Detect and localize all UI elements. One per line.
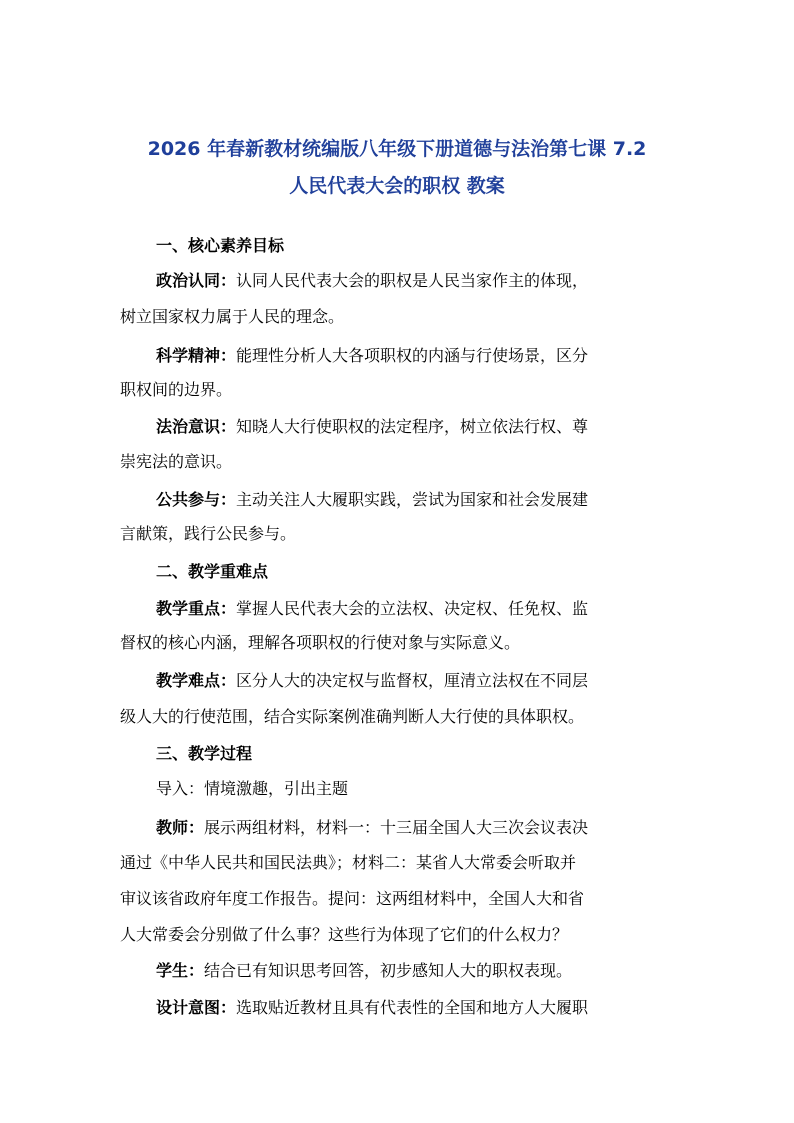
paragraph-teaching-difficulty — [156, 670, 588, 692]
section-heading-process: 三、教学过程 — [156, 744, 253, 763]
paragraph-political-identity — [156, 270, 588, 292]
paragraph-label: 教学重点： — [156, 599, 237, 618]
paragraph-label: 政治认同： — [156, 271, 237, 290]
paragraph-continuation: 人大常委会分别做了什么事？这些行为体现了它们的什么权力？ — [120, 925, 569, 944]
paragraph-label: 公共参与： — [156, 490, 237, 509]
paragraph-text: 区分人大的决定权与监督权，厘清立法权在不同层 — [236, 671, 589, 690]
paragraph-public-participation — [156, 489, 588, 511]
paragraph-text: 知晓人大行使职权的法定程序，树立依法行权、尊 — [236, 417, 589, 436]
paragraph-introduction: 导入：情境激趣，引出主题 — [156, 779, 349, 798]
paragraph-teacher — [156, 817, 588, 839]
paragraph-continuation: 级人大的行使范围，结合实际案例准确判断人大行使的具体职权。 — [120, 707, 585, 726]
paragraph-continuation: 审议该省政府年度工作报告。提问：这两组材料中，全国人大和省 — [120, 889, 585, 908]
section-heading-key-points: 二、教学重难点 — [156, 562, 269, 581]
paragraph-text: 认同人民代表大会的职权是人民当家作主的体现， — [236, 271, 589, 290]
paragraph-label: 学生： — [156, 961, 205, 980]
paragraph-continuation: 崇宪法的意识。 — [120, 452, 233, 471]
paragraph-continuation: 职权间的边界。 — [120, 380, 233, 399]
paragraph-text: 主动关注人大履职实践，尝试为国家和社会发展建 — [236, 490, 589, 509]
paragraph-text: 选取贴近教材且具有代表性的全国和地方人大履职 — [236, 998, 589, 1017]
paragraph-continuation: 树立国家权力属于人民的理念。 — [120, 307, 345, 326]
paragraph-continuation: 言献策，践行公民参与。 — [120, 524, 297, 543]
paragraph-text: 能理性分析人大各项职权的内涵与行使场景，区分 — [236, 346, 589, 365]
paragraph-continuation: 督权的核心内涵，理解各项职权的行使对象与实际意义。 — [120, 633, 521, 652]
paragraph-text: 展示两组材料，材料一：十三届全国人大三次会议表决 — [204, 818, 589, 837]
paragraph-student — [156, 960, 572, 982]
paragraph-label: 教学难点： — [156, 671, 237, 690]
paragraph-rule-of-law — [156, 416, 588, 438]
paragraph-scientific-spirit — [156, 345, 588, 367]
paragraph-label: 教师： — [156, 818, 205, 837]
document-title-line-2: 人民代表大会的职权 教案 — [289, 175, 505, 197]
paragraph-design-intent — [156, 997, 588, 1019]
paragraph-text: 结合已有知识思考回答，初步感知人大的职权表现。 — [204, 961, 573, 980]
paragraph-continuation: 通过《中华人民共和国民法典》；材料二：某省人大常委会听取并 — [120, 853, 577, 872]
paragraph-label: 法治意识： — [156, 417, 237, 436]
paragraph-text: 掌握人民代表大会的立法权、决定权、任免权、监 — [236, 599, 589, 618]
paragraph-label: 设计意图： — [156, 998, 237, 1017]
section-heading-objectives: 一、核心素养目标 — [156, 236, 285, 255]
document-title-line-1: 2026 年春新教材统编版八年级下册道德与法治第七课 7.2 — [147, 138, 647, 160]
paragraph-label: 科学精神： — [156, 346, 237, 365]
paragraph-teaching-focus — [156, 598, 588, 620]
